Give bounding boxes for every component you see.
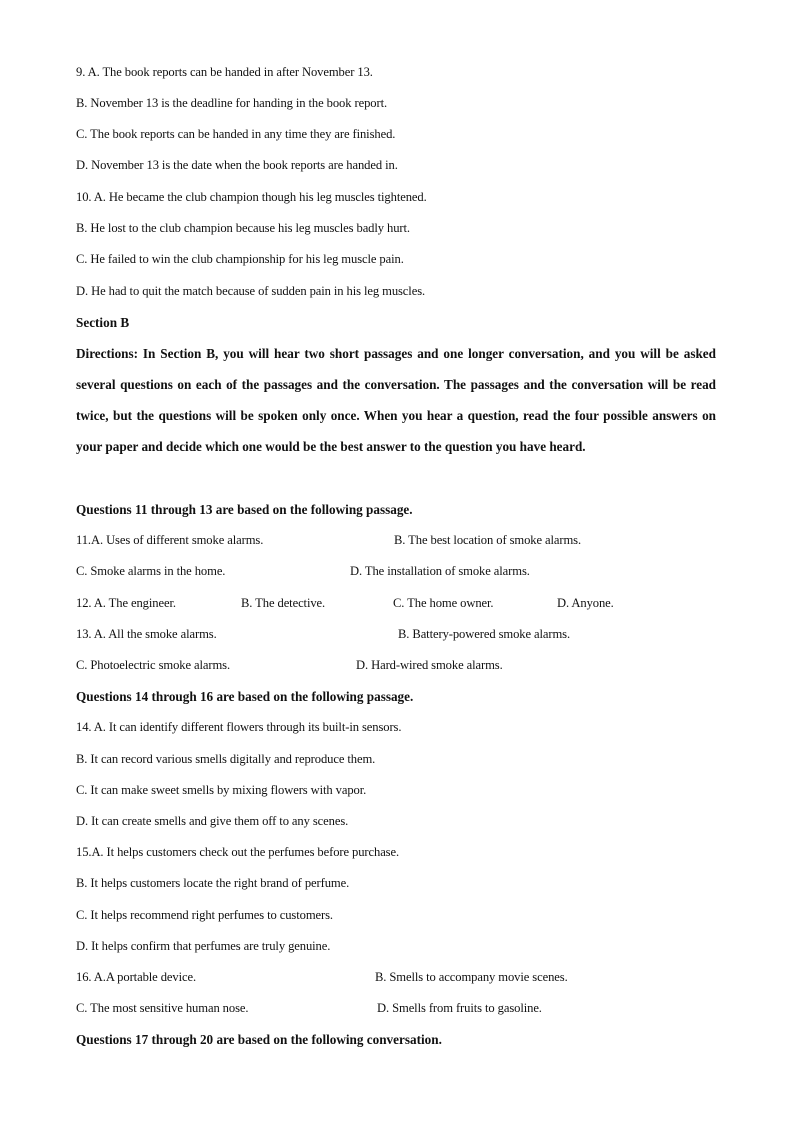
question-14-option-d: D. It can create smells and give them off to any scenes. bbox=[76, 814, 349, 828]
question-10-option-d: D. He had to quit the match because of sudden pain in his leg muscles. bbox=[76, 284, 426, 298]
questions-11-13-heading: Questions 11 through 13 are based on the following passage. bbox=[76, 502, 413, 517]
question-15-option-d: D. It helps confirm that perfumes are truly genuine. bbox=[76, 939, 331, 953]
question-9-option-c: C. The book reports can be handed in any time they are finished. bbox=[76, 127, 396, 141]
question-10-option-c: C. He failed to win the club championship for his leg muscle pain. bbox=[76, 252, 404, 266]
question-12-option-b: B. The detective. bbox=[241, 596, 326, 610]
section-b-directions: Directions: In Section B, you will hear two short passages and one longer conversation, and you will be asked several questions on each of the passages and the conversation. The passages and the conversation will be read twice, but the questions will be spoken only once. When you hear a question, read the four possible answers on your paper and decide which one would be the best answer to the question you have heard. bbox=[76, 346, 716, 454]
question-13-option-b: B. Battery-powered smoke alarms. bbox=[398, 627, 571, 641]
questions-14-16-heading: Questions 14 through 16 are based on the following passage. bbox=[76, 689, 414, 704]
question-10-option-a: 10. A. He became the club champion though his leg muscles tightened. bbox=[76, 190, 427, 204]
question-15-option-c: C. It helps recommend right perfumes to customers. bbox=[76, 908, 333, 922]
question-11-option-d: D. The installation of smoke alarms. bbox=[350, 564, 530, 578]
question-11-option-a: 11.A. Uses of different smoke alarms. bbox=[76, 533, 264, 547]
question-14-option-c: C. It can make sweet smells by mixing flowers with vapor. bbox=[76, 783, 367, 797]
question-9-option-b: B. November 13 is the deadline for handing in the book report. bbox=[76, 96, 388, 110]
questions-17-20-heading: Questions 17 through 20 are based on the following conversation. bbox=[76, 1032, 442, 1047]
question-9-option-a: 9. A. The book reports can be handed in after November 13. bbox=[76, 65, 373, 79]
question-10-option-b: B. He lost to the club champion because his leg muscles badly hurt. bbox=[76, 221, 410, 235]
question-13-option-c: C. Photoelectric smoke alarms. bbox=[76, 658, 231, 672]
question-12-option-d: D. Anyone. bbox=[557, 596, 614, 610]
question-15-option-a: 15.A. It helps customers check out the perfumes before purchase. bbox=[76, 845, 400, 859]
question-16-option-b: B. Smells to accompany movie scenes. bbox=[375, 970, 568, 984]
question-13-option-a: 13. A. All the smoke alarms. bbox=[76, 627, 217, 641]
question-15-option-b: B. It helps customers locate the right brand of perfume. bbox=[76, 876, 350, 890]
question-9-option-d: D. November 13 is the date when the book reports are handed in. bbox=[76, 158, 398, 172]
question-13-option-d: D. Hard-wired smoke alarms. bbox=[356, 658, 503, 672]
question-11-option-c: C. Smoke alarms in the home. bbox=[76, 564, 226, 578]
question-14-option-b: B. It can record various smells digitally and reproduce them. bbox=[76, 752, 376, 766]
section-b-heading: Section B bbox=[76, 315, 130, 330]
question-12-option-c: C. The home owner. bbox=[393, 596, 494, 610]
question-16-option-c: C. The most sensitive human nose. bbox=[76, 1001, 249, 1015]
question-16-option-d: D. Smells from fruits to gasoline. bbox=[377, 1001, 542, 1015]
question-14-option-a: 14. A. It can identify different flowers through its built-in sensors. bbox=[76, 720, 402, 734]
question-12-option-a: 12. A. The engineer. bbox=[76, 596, 176, 610]
question-11-option-b: B. The best location of smoke alarms. bbox=[394, 533, 582, 547]
question-16-option-a: 16. A.A portable device. bbox=[76, 970, 197, 984]
